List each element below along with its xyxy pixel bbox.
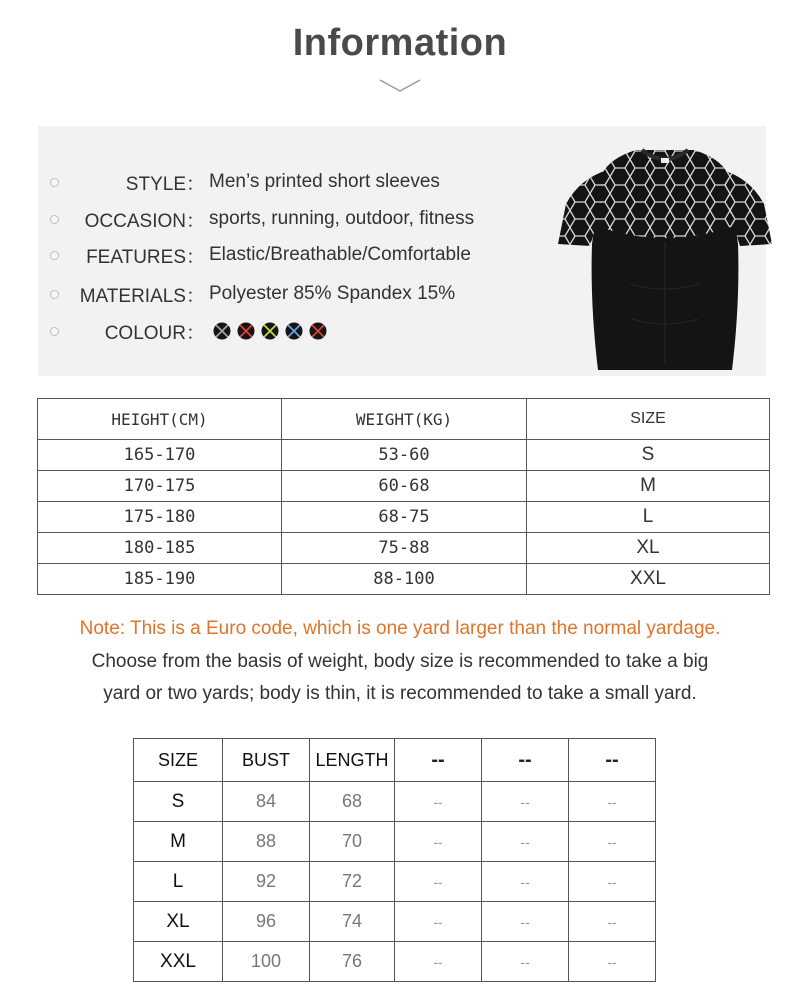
- size-description-line: Choose from the basis of weight, body size is recommended to take a big: [91, 651, 709, 672]
- table-cell: 165-170: [38, 440, 282, 471]
- info-value: Elastic/Breathable/Comfortable: [209, 244, 471, 265]
- table-cell: 72: [310, 862, 395, 902]
- table-cell: XL: [134, 902, 223, 942]
- size-note: Note: This is a Euro code, which is one yard larger than the normal yardage.: [79, 618, 721, 639]
- size-chart-table: [37, 398, 770, 595]
- table-header-cell: HEIGHT(CM): [38, 399, 282, 440]
- table-cell: 76: [310, 942, 395, 982]
- table-row: [134, 902, 656, 942]
- table-cell: 60-68: [282, 471, 527, 502]
- info-label: MATERIALS：: [79, 285, 205, 307]
- info-label: COLOUR：: [104, 322, 205, 344]
- table-cell: --: [482, 942, 569, 982]
- info-row-materials: [50, 279, 455, 309]
- info-row-occasion: [50, 204, 474, 234]
- info-value: sports, running, outdoor, fitness: [209, 208, 475, 229]
- info-row-features: [50, 240, 471, 270]
- table-cell: 53-60: [282, 440, 527, 471]
- size-description-line: yard or two yards; body is thin, it is recommended to take a small yard.: [103, 683, 697, 704]
- measurement-table: [133, 738, 656, 982]
- table-cell: 74: [310, 902, 395, 942]
- table-cell: --: [569, 862, 656, 902]
- table-header-cell: --: [482, 739, 569, 782]
- table-cell: 70: [310, 822, 395, 862]
- table-header-cell: BUST: [223, 739, 310, 782]
- chevron-down-icon: [378, 76, 422, 94]
- table-row: [134, 942, 656, 982]
- table-cell: 88-100: [282, 564, 527, 595]
- bullet-icon: [50, 290, 59, 299]
- info-row-colour: [50, 316, 327, 346]
- table-cell: 170-175: [38, 471, 282, 502]
- page-title: Information: [292, 22, 508, 64]
- table-cell: M: [527, 471, 770, 502]
- table-cell: 96: [223, 902, 310, 942]
- info-label: FEATURES：: [86, 246, 205, 268]
- colour-swatch-icon[interactable]: [261, 322, 279, 340]
- table-row: [38, 502, 770, 533]
- table-cell: 180-185: [38, 533, 282, 564]
- bullet-icon: [50, 178, 59, 187]
- table-header-cell: LENGTH: [310, 739, 395, 782]
- table-cell: S: [527, 440, 770, 471]
- colour-swatches: [213, 322, 327, 340]
- product-shirt-image: [550, 134, 780, 372]
- table-cell: --: [482, 782, 569, 822]
- table-cell: --: [569, 782, 656, 822]
- table-header-cell: WEIGHT(KG): [282, 399, 527, 440]
- table-header-cell: SIZE: [527, 399, 770, 440]
- table-cell: --: [482, 822, 569, 862]
- table-row: [38, 440, 770, 471]
- table-cell: 88: [223, 822, 310, 862]
- table-cell: --: [395, 942, 482, 982]
- table-cell: 175-180: [38, 502, 282, 533]
- table-cell: S: [134, 782, 223, 822]
- table-cell: M: [134, 822, 223, 862]
- table-header-cell: --: [395, 739, 482, 782]
- table-cell: XL: [527, 533, 770, 564]
- table-row: [38, 533, 770, 564]
- table-cell: L: [134, 862, 223, 902]
- table-row: [38, 471, 770, 502]
- table-cell: --: [569, 902, 656, 942]
- info-row-style: [50, 167, 440, 197]
- table-cell: --: [482, 862, 569, 902]
- table-cell: 84: [223, 782, 310, 822]
- table-row: [134, 782, 656, 822]
- table-cell: --: [569, 942, 656, 982]
- table-cell: 185-190: [38, 564, 282, 595]
- table-cell: 100: [223, 942, 310, 982]
- table-cell: --: [482, 902, 569, 942]
- colour-swatch-icon[interactable]: [237, 322, 255, 340]
- info-value: Polyester 85% Spandex 15%: [209, 283, 456, 304]
- table-cell: --: [395, 862, 482, 902]
- info-label: STYLE：: [125, 173, 205, 195]
- table-cell: 68-75: [282, 502, 527, 533]
- table-cell: L: [527, 502, 770, 533]
- table-cell: XXL: [134, 942, 223, 982]
- colour-swatch-icon[interactable]: [213, 322, 231, 340]
- table-header-cell: SIZE: [134, 739, 223, 782]
- bullet-icon: [50, 251, 59, 260]
- table-cell: 92: [223, 862, 310, 902]
- table-cell: --: [395, 782, 482, 822]
- product-info-panel: [38, 126, 766, 376]
- table-row: [134, 822, 656, 862]
- bullet-icon: [50, 327, 59, 336]
- table-header-row: [38, 399, 770, 440]
- table-row: [134, 862, 656, 902]
- table-cell: --: [395, 822, 482, 862]
- table-row: [38, 564, 770, 595]
- table-header-row: [134, 739, 656, 782]
- table-cell: XXL: [527, 564, 770, 595]
- table-header-cell: --: [569, 739, 656, 782]
- table-cell: 68: [310, 782, 395, 822]
- info-label: OCCASION：: [84, 210, 205, 232]
- bullet-icon: [50, 215, 59, 224]
- colour-swatch-icon[interactable]: [309, 322, 327, 340]
- info-value: Men’s printed short sleeves: [209, 171, 440, 192]
- table-cell: --: [395, 902, 482, 942]
- table-cell: 75-88: [282, 533, 527, 564]
- table-cell: --: [569, 822, 656, 862]
- colour-swatch-icon[interactable]: [285, 322, 303, 340]
